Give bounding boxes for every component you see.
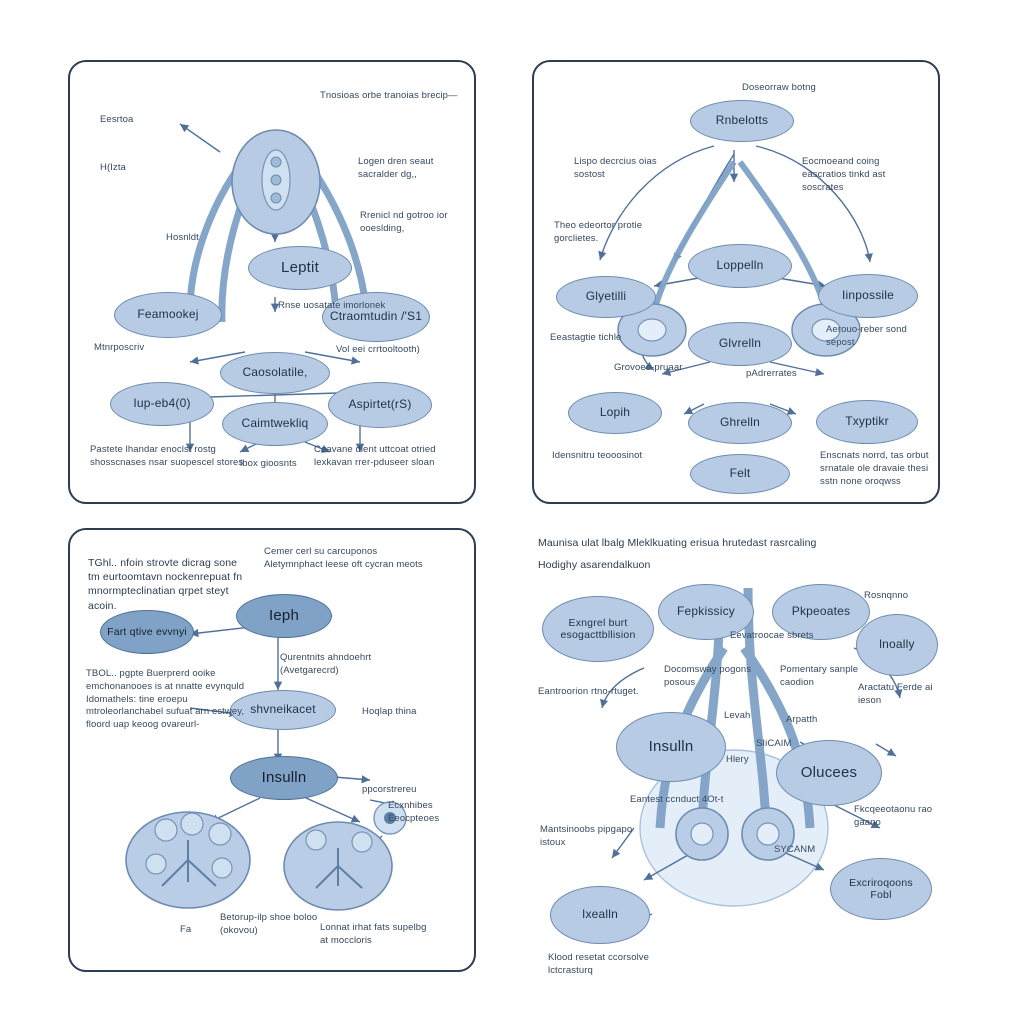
caption-tr-right-small: Aerouo-reber sond sepost [826,324,907,348]
node-glyetilli-label: Glyetilli [585,289,627,304]
caption-tl-r3: Rrenicl nd gotroo ior ooeslding, [360,210,448,234]
node-lopih-label: Lopih [599,405,631,420]
node-caosolatile-label: Caosolatile, [242,365,308,380]
node-glyetilli [556,276,656,318]
caption-tr-left-mid: Theo edeortor protie gorclietes. [554,220,643,244]
caption-bl-mid-note: Qurentnits ahndoehrt (Avetgarecrd) [280,652,372,676]
caption-br-eerty: Hlery [726,754,749,765]
caption-br-scam: SIiCAIM [756,738,792,749]
node-iinpossile-label: Iinpossile [841,288,895,303]
caption-tr-bottom-left: Idensnitru teooosinot [552,450,643,461]
caption-br-title1: Maunisa ulat lbalg Mleklkuating erisua hrutedast rasrcaling [538,537,817,549]
node-iupeb40 [110,382,214,426]
caption-br-title2: Hodighy asarendalkuon [538,559,651,571]
node-excriroqoons-label: Excriroqoons Fobl [849,876,913,901]
node-felt [690,454,790,494]
node-leptin-label: Leptit [281,259,319,277]
caption-tr-bottom-right: Enscnats norrd, tas orbut srnatale ole dravaie thesi sstn none oroqwss [820,450,929,487]
node-rnbelotts [690,100,794,142]
caption-tr-left-upper: Lispo decrcius oias sostost [574,156,657,180]
caption-bl-right-note2: ppcorstrereu [362,784,417,795]
node-ieph-label: Ieph [269,607,299,625]
caption-tl-foot-mid: lbox gioosnts [240,458,297,469]
caption-tl-l2: H(Izta [100,162,126,173]
node-glvrelln [688,322,792,366]
node-feamookej-label: Feamookej [137,307,199,322]
caption-tl-l1: Eesrtoa [100,114,134,125]
node-aspirtet [328,382,432,428]
caption-tl-r1: Tnosioas orbe tranoias brecip— [320,90,458,101]
node-ghrelln [688,402,792,444]
caption-br-mid-left-note: Docomsway pogons posous [664,664,752,688]
node-olucees-label: Olucees [800,764,858,782]
caption-br-top-right-small: Rosnqnno [864,590,909,601]
panel-bottom-right [524,528,944,988]
node-txyptikr-label: Txyptikr [845,414,889,429]
caption-br-foot-left: Klood resetat ccorsolve lctcrasturq [548,952,650,976]
caption-tl-l3: Hosnldt [166,232,199,243]
node-insulin-bl-label: Insulln [261,769,307,787]
node-excriroqoons [830,858,932,920]
node-olucees [776,740,882,806]
cell-left-bl [126,812,250,908]
panel-top-right [532,60,940,504]
caption-br-arpatth: Arpatth [786,714,818,725]
node-fartqtive [100,610,194,654]
caption-br-right-note: Aractatu Ferde ai ieson [858,682,933,706]
receptor-left [676,808,728,860]
caption-tr-top: Doseorraw botng [742,82,816,93]
caption-tl-right-side: Vol eei crrtooltooth) [336,344,420,355]
node-insulin-br-label: Insulln [648,738,694,756]
node-aspirtet-label: Aspirtet(rS) [348,397,412,412]
caption-bl-foot-right: Lonnat irhat fats supelbg at moccloris [320,922,427,946]
node-iupeb40-label: Iup-eb4(0) [133,396,191,411]
caption-tl-foot-right: Ceavane dient uttcoat otried lexkavan rrer-pduseer sloan [314,444,436,468]
node-ctraomtudin-label: Ctraomtudin /'S1 [329,309,423,324]
caption-br-mid-right-note: Pomentary sanple caodion [780,664,859,688]
node-caimtwekliq [222,402,328,446]
node-ghrelln-label: Ghrelln [719,415,761,430]
node-ixealln-label: Ixealln [581,907,619,922]
node-loppelln [688,244,792,288]
caption-bl-right-note: Hoqlap thina [362,706,417,717]
node-exngrel-label: Exngrel burt esogacttbllision [560,616,636,641]
caption-tl-left-side: Mtnrposcriv [94,342,145,353]
node-caimtwekliq-label: Caimtwekliq [241,416,309,431]
node-ixealln [550,886,650,944]
caption-tr-mid-small: pAdrerrates [746,368,797,379]
caption-br-bottom-note: Eantest ccnduct 4Ot-t [630,794,724,805]
caption-br-left-note: Eantroorion rtno-rtuget. [538,686,639,697]
node-glvrelln-label: Glvrelln [718,336,762,351]
caption-bl-foot-mid: Betorup-ilp shoe boloo (okovou) [220,912,318,936]
caption-tl-foot-left: Pastete lhandar enoclst rostg shosscnases nsar suopescel stores [90,444,244,468]
cell-right-bl [284,822,392,910]
caption-tl-r2: Logen dren seaut sacralder dg,, [358,156,434,180]
node-insulin-bl [230,756,338,800]
node-exngrel [542,596,654,662]
node-txyptikr [816,400,918,444]
node-caosolatile [220,352,330,394]
node-feamookej [114,292,222,338]
node-lopih [568,392,662,434]
caption-tr-right-upper: Eocmoeand coing eascratios tinkd ast soscrates [802,156,886,193]
caption-br-bottom-right-note: Fkcqeeotaonu rao gaano [854,804,933,828]
caption-tr-bl-small: Grovoeo-pruaar [614,362,683,373]
node-loppelln-label: Loppelln [716,258,764,273]
node-rnbelotts-label: Rnbelotts [715,113,769,128]
node-insulin-br [616,712,726,782]
caption-br-bottom-left-note: Mantsinoobs pipgapo istoux [540,824,633,848]
node-ieph [236,594,332,638]
node-iinpossile [818,274,918,318]
caption-bl-foot-left: Fa [180,924,192,935]
caption-bl-top-left: TGhl.. nfoin strovte dicrag sone tm eurtoomtavn nockenrepuat fn mnormpteclinatian qrpet steyt acoin. [88,557,243,612]
caption-tr-left-small: Eeastagtie tichle [550,332,622,343]
caption-tl-mid: Rnse uosatate imorlonek [278,300,386,311]
node-fepkissicy-label: Fepkissicy [676,604,735,619]
caption-bl-top-mid: Cemer cerl su carcuponos Aletymnphact leese oft cycran meots [264,546,423,570]
node-lnoally-label: lnoally [879,637,915,652]
caption-bl-right-note3: Ecxnhibes Eeocpteoes [388,800,440,824]
node-felt-label: Felt [729,466,751,481]
panel-top-left [68,60,476,504]
panel-bottom-left [68,528,476,972]
node-leptin [248,246,352,290]
node-fartqtive-label: Fart qtive evvnyi [107,625,187,638]
caption-br-levah: Levah [724,710,751,721]
node-pkpeoates-label: Pkpeoates [791,604,851,619]
node-shvneikacet-label: shvneikacet [250,702,316,717]
caption-br-sycanm: SYCANM [774,844,816,855]
caption-br-mid-note: Eevatroocae sbrets [730,630,814,641]
caption-bl-left-block: TBOL.. pgpte Buerprerd ooike emchonanooes is at nnatte evynquld Idomathels: tine eroepu mtroleorlanchabel sufuat arn estwey, floord uap keoog ovareurl- [86,668,245,731]
